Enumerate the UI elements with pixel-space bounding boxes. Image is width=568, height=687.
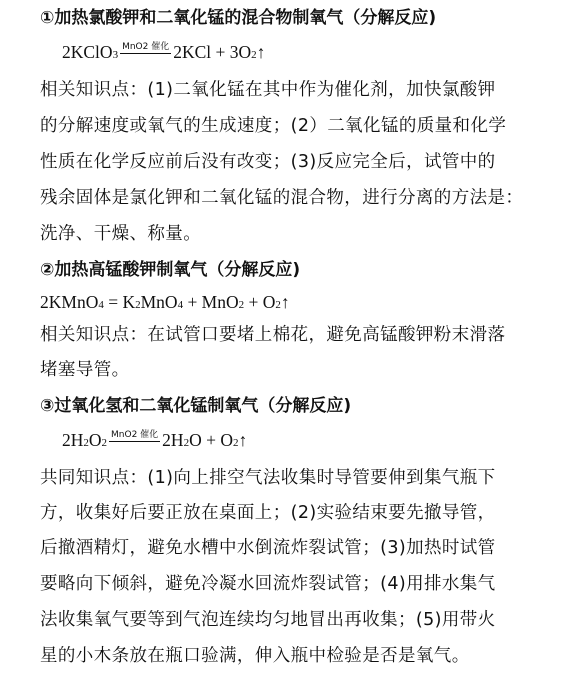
- section-2-title: ②加热高锰酸钾制氧气（分解反应): [40, 260, 301, 280]
- eq1-reactant: 2KClO: [62, 42, 113, 62]
- section-1-text-line: 残余固体是氯化钾和二氧化锰的混合物，进行分离的方法是：: [40, 188, 524, 208]
- eq3-condition: MnO2 催化: [111, 430, 159, 440]
- eq1-product: 2KCl + 3O: [173, 42, 252, 62]
- section-3-text-line: 共同知识点：(1)向上排空气法收集时导管要伸到集气瓶下: [40, 468, 496, 488]
- eq3-gas-arrow: ↑: [238, 430, 248, 450]
- eq2-term: = K: [103, 292, 136, 312]
- eq3-term: 2H: [62, 430, 84, 450]
- section-1-text-line: 性质在化学反应前后没有改变；(3)反应完全后，试管中的: [40, 152, 496, 172]
- section-3-text-line: 后撤酒精灯，避免水槽中水倒流炸裂试管；(3)加热时试管: [40, 538, 496, 558]
- section-2-text-line: 相关知识点：在试管口要堵上棉花，避免高锰酸钾粉末滑落: [40, 325, 506, 345]
- eq3-sub: 2: [101, 437, 108, 449]
- eq1-gas-arrow: ↑: [256, 42, 266, 62]
- eq2-sub: 4: [177, 299, 184, 311]
- eq3-term: 2H: [162, 430, 184, 450]
- eq3-sub: 2: [183, 437, 190, 449]
- eq2-term: 2KMnO: [40, 292, 99, 312]
- eq2-sub: 2: [135, 299, 141, 311]
- section-3-title: ③过氧化氢和二氧化锰制氧气（分解反应): [40, 396, 352, 416]
- section-3-equation: [62, 432, 247, 451]
- eq1-reactant-sub: 3: [112, 49, 119, 61]
- section-1-text-line: 的分解速度或氧气的生成速度；(2）二氧化锰的质量和化学: [40, 116, 507, 136]
- section-1-title: ①加热氯酸钾和二氧化锰的混合物制氧气（分解反应): [40, 8, 437, 28]
- eq3-sub: 2: [232, 437, 239, 449]
- section-1-equation: [62, 44, 265, 63]
- section-3-text-line: 方，收集好后要正放在桌面上；(2)实验结束要先撤导管，: [40, 503, 496, 523]
- eq1-product-sub: 2: [251, 49, 257, 61]
- eq2-sub: 2: [238, 299, 245, 311]
- eq3-term: O: [88, 430, 102, 450]
- section-1-text-line: 相关知识点：(1)二氧化锰在其中作为催化剂，加快氯酸钾: [40, 80, 496, 100]
- eq2-term: MnO: [140, 292, 178, 312]
- section-1-text-line: 洗净、干燥、称量。: [40, 224, 202, 244]
- section-3-text-line: 法收集氧气要等到气泡连续均匀地冒出再收集；(5)用带火: [40, 610, 496, 630]
- eq3-term: O + O: [189, 430, 233, 450]
- eq2-term: + O: [244, 292, 276, 312]
- eq3-sub: 2: [83, 437, 89, 449]
- section-2-equation: [40, 294, 290, 312]
- eq2-term: + MnO: [183, 292, 239, 312]
- eq2-sub: 4: [98, 299, 104, 311]
- section-3-text-line: 要略向下倾斜，避免冷凝水回流炸裂试管；(4)用排水集气: [40, 574, 496, 594]
- eq1-condition: MnO2 催化: [122, 42, 170, 52]
- section-3-text-line: 星的小木条放在瓶口验满，伸入瓶中检验是否是氧气。: [40, 646, 470, 666]
- eq2-gas-arrow: ↑: [280, 292, 290, 312]
- eq2-sub: 2: [275, 299, 281, 311]
- section-2-text-line: 堵塞导管。: [40, 360, 130, 380]
